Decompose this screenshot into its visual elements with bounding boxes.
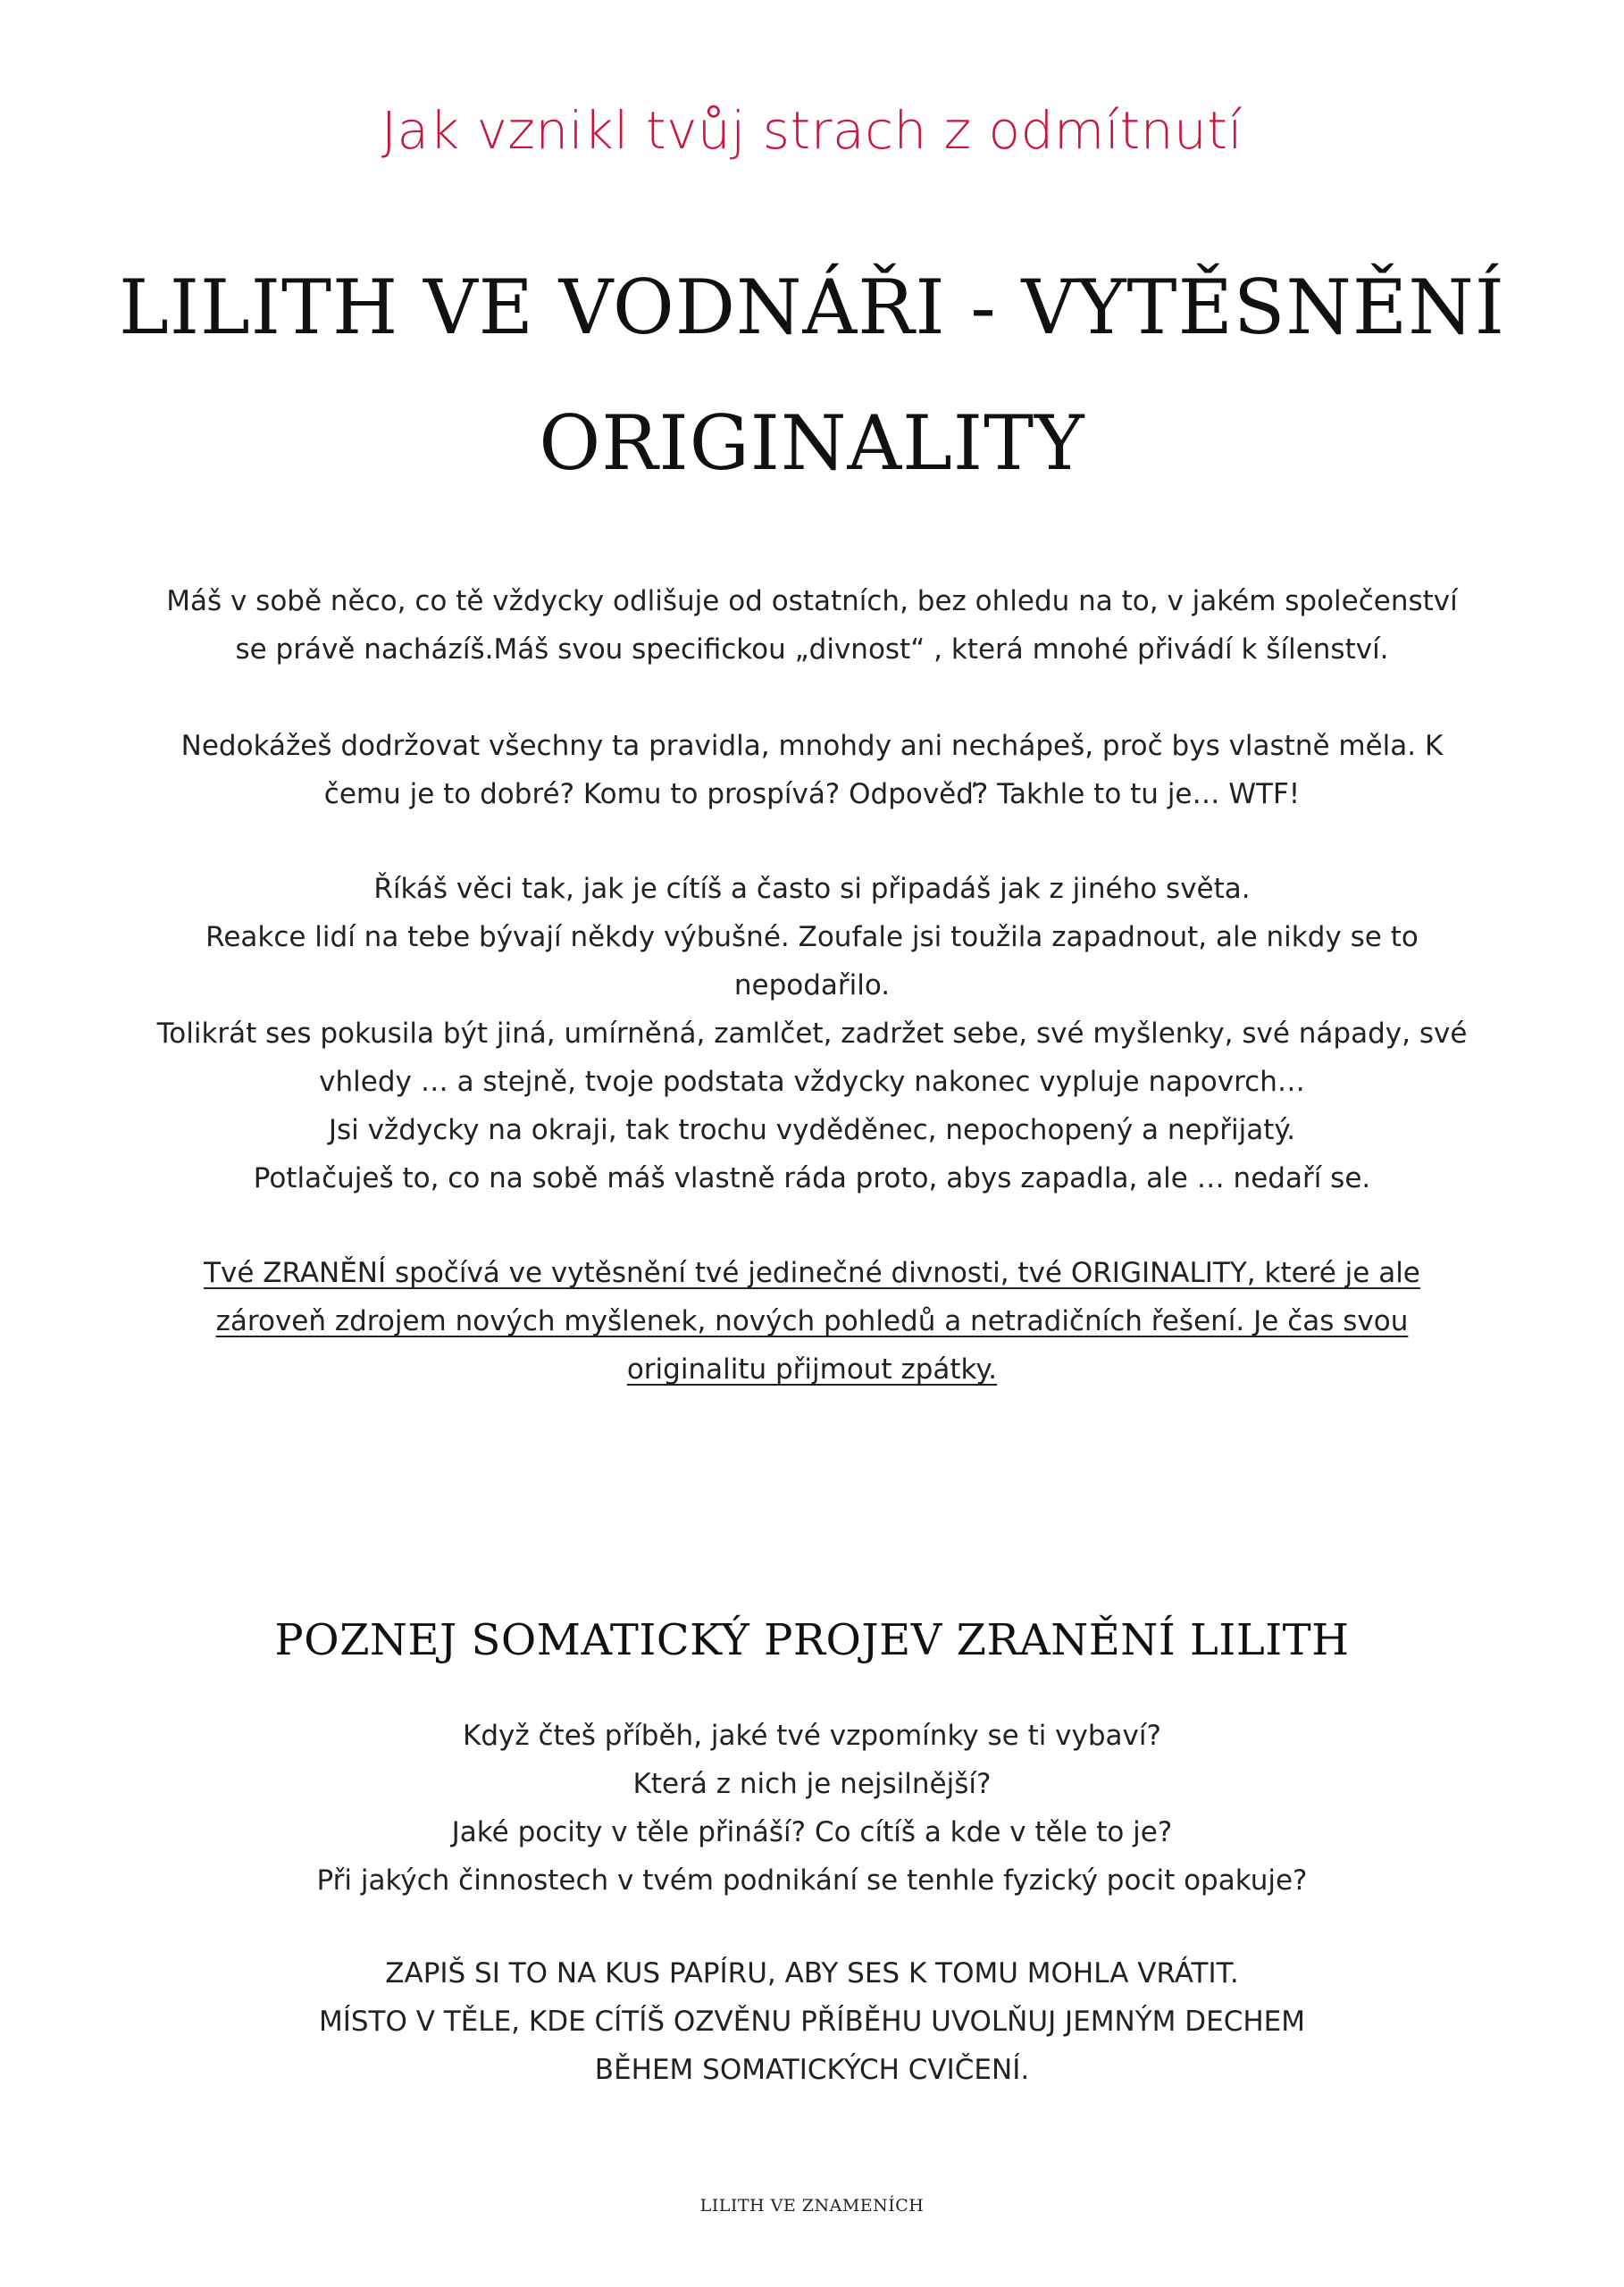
question-line: Která z nich je nejsilnější?: [632, 1768, 992, 1800]
expression-paragraph: [98, 865, 1526, 1202]
text-line: vhledy … a stejně, tvoje podstata vždycky nakonec vypluje napovrch…: [319, 1066, 1305, 1098]
instruction-line: MÍSTO V TĚLE, KDE CÍTÍŠ OZVĚNU PŘÍBĚHU UVOLŇUJ JEMNÝM DECHEM: [318, 2006, 1306, 2038]
instruction-line: BĚHEM SOMATICKÝCH CVIČENÍ.: [594, 2054, 1030, 2086]
text-line: Máš v sobě něco, co tě vždycky odlišuje od ostatních, bez ohledu na to, v jakém společenství: [166, 585, 1458, 617]
page-footer: LILITH VE ZNAMENÍCH: [699, 2196, 925, 2216]
instruction-line: ZAPIŠ SI TO NA KUS PAPÍRU, ABY SES K TOMU MOHLA VRÁTIT.: [385, 1957, 1239, 1990]
question-line: Při jakých činnostech v tvém podnikání se tenhle fyzický pocit opakuje?: [316, 1864, 1308, 1897]
text-line: Nedokážeš dodržovat všechny ta pravidla, mnohdy ani nechápeš, proč bys vlastně měla. K: [180, 730, 1444, 762]
wound-statement: [134, 1249, 1490, 1394]
text-line: čemu je to dobré? Komu to prospívá? Odpověď? Takhle to tu je… WTF!: [323, 778, 1301, 810]
page-subtitle: Jak vznikl tvůj strach z odmítnutí: [381, 100, 1243, 161]
page-title: [107, 239, 1517, 511]
underlined-line: Tvé ZRANĚNÍ spočívá ve vytěsnění tvé jedinečné divnosti, tvé ORIGINALITY, které je ale: [204, 1257, 1420, 1289]
page-title-line: ORIGINALITY: [539, 399, 1085, 487]
underlined-line: originalitu přijmout zpátky.: [626, 1353, 998, 1386]
text-line: Říkáš věci tak, jak je cítíš a často si připadáš jak z jiného světa.: [373, 873, 1251, 905]
text-line: Tolikrát ses pokusila být jiná, umírněná, zamlčet, zadržet sebe, své myšlenky, své nápady, své: [156, 1018, 1468, 1050]
question-line: Když čteš příběh, jaké tvé vzpomínky se ti vybaví?: [463, 1720, 1161, 1752]
text-line: nepodařilo.: [733, 969, 891, 1001]
reflection-questions: [98, 1712, 1526, 1905]
intro-paragraph: [98, 577, 1526, 674]
underlined-line: zároveň zdrojem nových myšlenek, nových pohledů a netradičních řešení. Je čas svou: [215, 1305, 1409, 1337]
question-line: Jaké pocity v těle přináší? Co cítíš a kde v těle to je?: [451, 1816, 1173, 1848]
rules-paragraph: [98, 722, 1526, 818]
page-title-line: LILITH VE VODNÁŘI - VYTĚSNĚNÍ: [119, 264, 1505, 351]
text-line: Jsi vždycky na okraji, tak trochu vyděděnec, nepochopený a nepřijatý.: [328, 1114, 1296, 1146]
text-line: Potlačuješ to, co na sobě máš vlastně ráda proto, abys zapadla, ale … nedaří se.: [253, 1162, 1371, 1194]
instructions-block: [161, 1949, 1463, 2094]
text-line: Reakce lidí na tebe bývají někdy výbušné. Zoufale jsi toužila zapadnout, ale nikdy se to: [205, 921, 1419, 953]
section-heading: POZNEJ SOMATICKÝ PROJEV ZRANĚNÍ LILITH: [274, 1615, 1350, 1665]
text-line: se právě nacházíš.Máš svou specifickou „divnost“ , která mnohé přivádí k šílenství.: [235, 633, 1389, 666]
